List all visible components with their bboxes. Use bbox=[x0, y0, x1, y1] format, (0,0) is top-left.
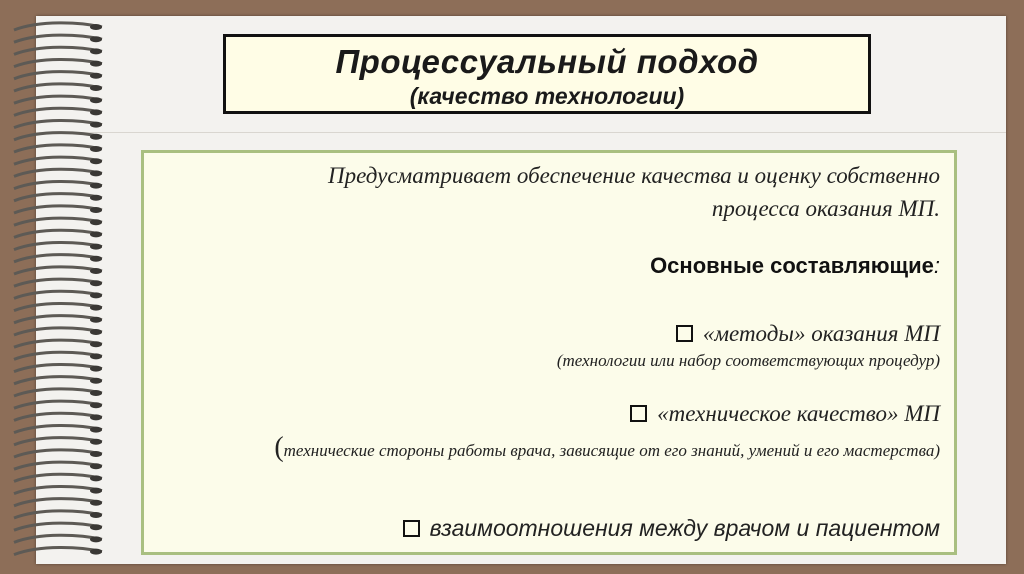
note-open-paren: ( bbox=[274, 432, 284, 463]
spiral-hole bbox=[90, 500, 102, 506]
spiral-hole bbox=[90, 378, 102, 384]
list-item-note bbox=[160, 432, 940, 464]
section-heading-text: Основные составляющие bbox=[650, 253, 934, 278]
spiral-ring bbox=[14, 96, 102, 103]
spiral-hole bbox=[90, 341, 102, 347]
spiral-ring bbox=[14, 230, 102, 237]
spiral-hole bbox=[90, 305, 102, 311]
spiral-ring bbox=[14, 486, 102, 493]
spiral-ring bbox=[14, 206, 102, 213]
spiral-hole bbox=[90, 439, 102, 445]
spiral-ring bbox=[14, 84, 102, 91]
spiral-ring bbox=[14, 352, 102, 359]
spiral-ring bbox=[14, 279, 102, 286]
spiral-ring bbox=[14, 316, 102, 323]
spiral-hole bbox=[90, 170, 102, 176]
spiral-ring bbox=[14, 218, 102, 225]
spiral-ring bbox=[14, 413, 102, 420]
section-heading-colon: : bbox=[933, 253, 940, 278]
spiral-ring bbox=[14, 255, 102, 262]
spiral-ring bbox=[14, 328, 102, 335]
spiral-hole bbox=[90, 524, 102, 530]
spiral-hole bbox=[90, 488, 102, 494]
spiral-ring bbox=[14, 511, 102, 518]
spiral-hole bbox=[90, 292, 102, 298]
spiral-hole bbox=[90, 109, 102, 115]
spiral-hole bbox=[90, 73, 102, 79]
checkbox-icon bbox=[676, 325, 693, 342]
intro-text: Предусматривает обеспечение качества и оценку собственно процесса оказания МП. bbox=[328, 163, 940, 221]
spiral-ring bbox=[14, 35, 102, 42]
spiral-ring bbox=[14, 23, 102, 30]
spiral-hole bbox=[90, 207, 102, 213]
spiral-hole bbox=[90, 329, 102, 335]
spiral-ring bbox=[14, 59, 102, 66]
list-item-label: «методы» оказания МП bbox=[702, 321, 940, 346]
spiral-hole bbox=[90, 85, 102, 91]
spiral-hole bbox=[90, 24, 102, 30]
page-divider bbox=[36, 132, 1006, 133]
spiral-ring bbox=[14, 401, 102, 408]
spiral-ring bbox=[14, 120, 102, 127]
spiral-hole bbox=[90, 427, 102, 433]
spiral-ring bbox=[14, 438, 102, 445]
spiral-hole bbox=[90, 195, 102, 201]
list-item bbox=[676, 321, 940, 347]
spiral-ring bbox=[14, 267, 102, 274]
spiral-ring bbox=[14, 194, 102, 201]
spiral-hole bbox=[90, 134, 102, 140]
spiral-ring bbox=[14, 474, 102, 481]
spiral-ring bbox=[14, 523, 102, 530]
spiral-ring bbox=[14, 72, 102, 79]
list-item bbox=[630, 401, 940, 427]
spiral-hole bbox=[90, 36, 102, 42]
spiral-ring bbox=[14, 303, 102, 310]
spiral-hole bbox=[90, 280, 102, 286]
spiral-hole bbox=[90, 414, 102, 420]
spiral-binding-icon bbox=[10, 20, 110, 560]
spiral-ring bbox=[14, 340, 102, 347]
spiral-hole bbox=[90, 475, 102, 481]
spiral-hole bbox=[90, 268, 102, 274]
spiral-hole bbox=[90, 231, 102, 237]
spiral-hole bbox=[90, 536, 102, 542]
spiral-ring bbox=[14, 450, 102, 457]
spiral-hole bbox=[90, 61, 102, 67]
spiral-ring bbox=[14, 547, 102, 554]
spiral-hole bbox=[90, 549, 102, 555]
spiral-ring bbox=[14, 242, 102, 249]
spiral-ring bbox=[14, 169, 102, 176]
spiral-ring bbox=[14, 47, 102, 54]
spiral-hole bbox=[90, 512, 102, 518]
spiral-hole bbox=[90, 146, 102, 152]
spiral-hole bbox=[90, 219, 102, 225]
spiral-ring bbox=[14, 389, 102, 396]
spiral-ring bbox=[14, 462, 102, 469]
spiral-hole bbox=[90, 244, 102, 250]
content-box bbox=[141, 150, 957, 555]
section-heading bbox=[650, 253, 940, 279]
spiral-ring bbox=[14, 133, 102, 140]
list-item-label: взаимоотношения между врачом и пациентом bbox=[429, 515, 940, 541]
spiral-ring bbox=[14, 377, 102, 384]
slide-subtitle: (качество технологии) bbox=[409, 83, 685, 109]
list-item-note-text: технические стороны работы врача, зависящие от его знаний, умений и его мастерства) bbox=[283, 441, 940, 460]
spiral-hole bbox=[90, 451, 102, 457]
spiral-hole bbox=[90, 122, 102, 128]
spiral-hole bbox=[90, 158, 102, 164]
spiral-ring bbox=[14, 145, 102, 152]
spiral-hole bbox=[90, 317, 102, 323]
spiral-hole bbox=[90, 390, 102, 396]
spiral-hole bbox=[90, 97, 102, 103]
checkbox-icon bbox=[403, 520, 420, 537]
spiral-hole bbox=[90, 366, 102, 372]
spiral-ring bbox=[14, 535, 102, 542]
spiral-hole bbox=[90, 183, 102, 189]
title-box bbox=[223, 34, 871, 114]
spiral-hole bbox=[90, 402, 102, 408]
list-item-note: (технологии или набор соответствующих процедур) bbox=[556, 351, 940, 370]
spiral-hole bbox=[90, 353, 102, 359]
spiral-hole bbox=[90, 256, 102, 262]
spiral-ring bbox=[14, 181, 102, 188]
spiral-hole bbox=[90, 48, 102, 54]
list-item-label: «техническое качество» МП bbox=[657, 401, 940, 426]
spiral-ring bbox=[14, 425, 102, 432]
checkbox-icon bbox=[630, 405, 647, 422]
spiral-ring bbox=[14, 108, 102, 115]
spiral-ring bbox=[14, 291, 102, 298]
spiral-ring bbox=[14, 157, 102, 164]
spiral-ring bbox=[14, 499, 102, 506]
list-item bbox=[403, 515, 940, 542]
slide-title: Процессуальный подход bbox=[335, 43, 759, 80]
spiral-ring bbox=[14, 364, 102, 371]
spiral-hole bbox=[90, 463, 102, 469]
